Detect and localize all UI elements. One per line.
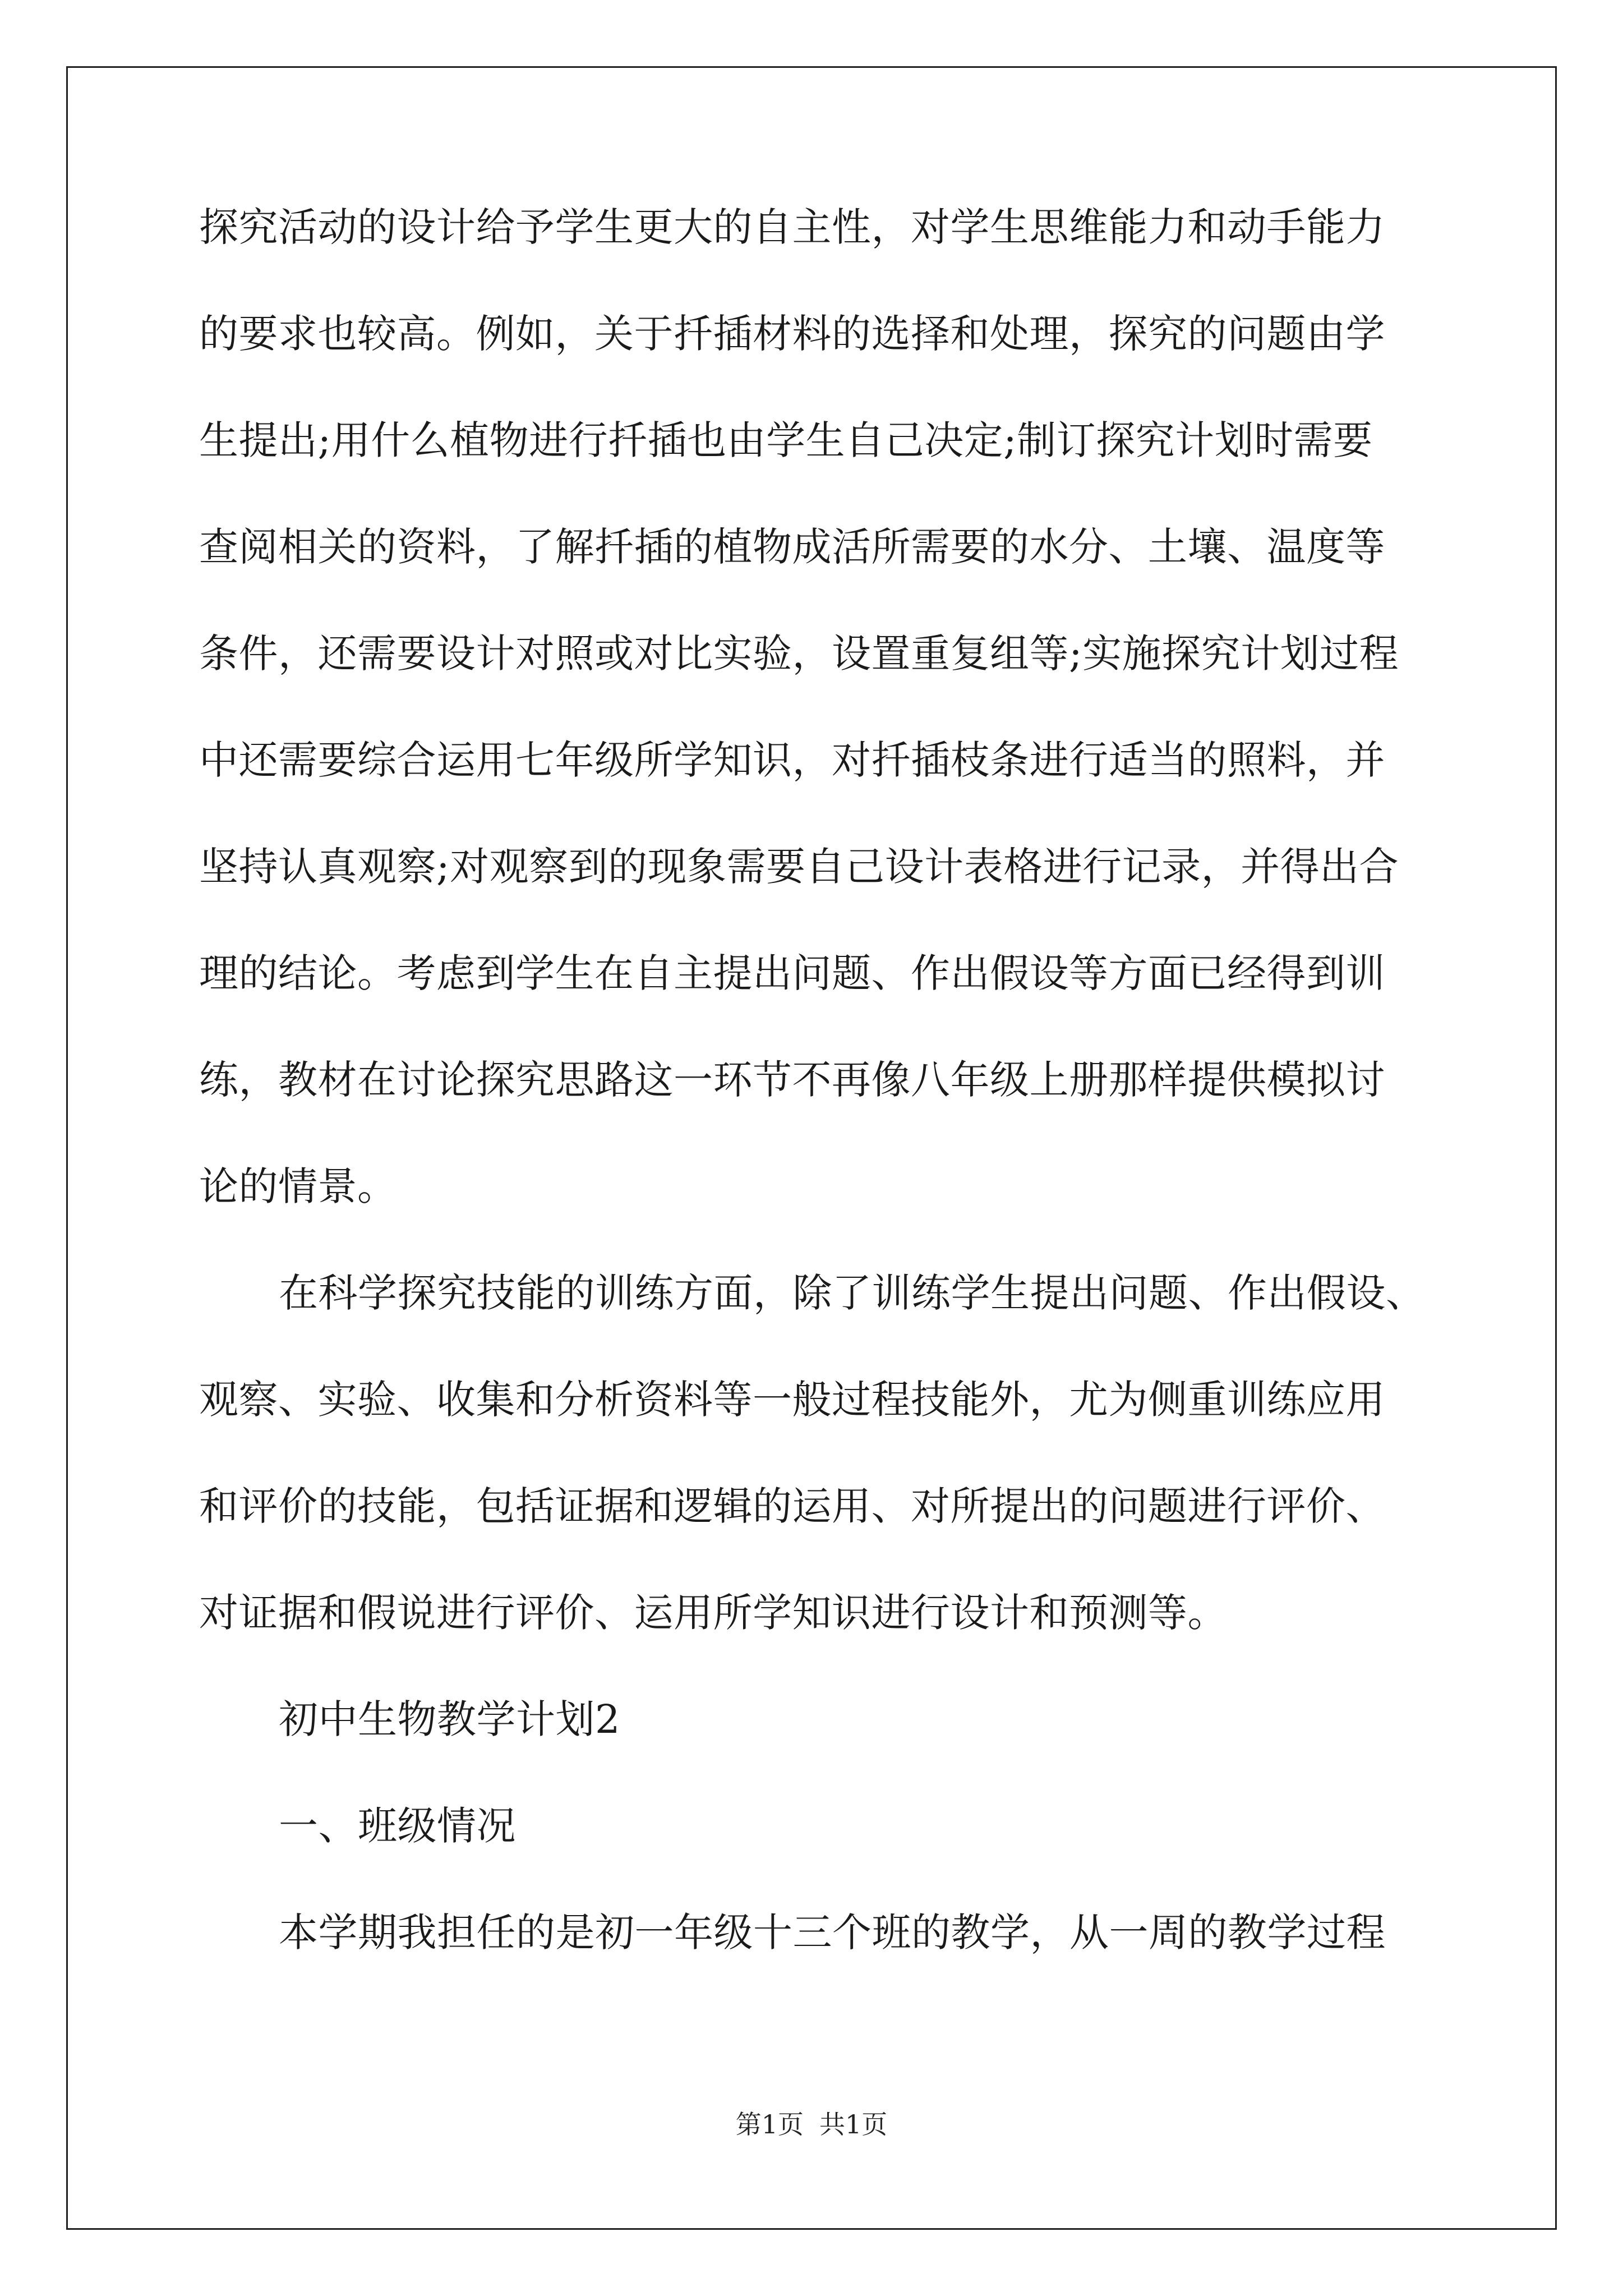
page-footer <box>0 2108 1623 2141</box>
paragraph-line: 论的情景。 <box>199 1163 397 1209</box>
paragraph-line: 查阅相关的资料，了解扦插的植物成活所需要的水分、土壤、温度等 <box>199 524 1385 570</box>
paragraph-line: 观察、实验、收集和分析资料等一般过程技能外，尤为侧重训练应用 <box>199 1377 1385 1423</box>
paragraph-line: 本学期我担任的是初一年级十三个班的教学，从一周的教学过程 <box>279 1910 1386 1955</box>
page-number: 第1页 <box>735 2109 804 2139</box>
paragraph-line: 条件，还需要设计对照或对比实验，设置重复组等;实施探究计划过程 <box>199 631 1399 677</box>
paragraph-line: 对证据和假说进行评价、运用所学知识进行设计和预测等。 <box>199 1590 1227 1636</box>
paragraph-line: 练，教材在讨论探究思路这一环节不再像八年级上册那样提供模拟讨 <box>199 1057 1385 1103</box>
paragraph-line: 的要求也较高。例如，关于扦插材料的选择和处理，探究的问题由学 <box>199 311 1385 357</box>
section-heading: 一、班级情况 <box>279 1803 516 1849</box>
section-title: 初中生物教学计划2 <box>279 1696 621 1742</box>
page-total: 共1页 <box>819 2109 888 2139</box>
paragraph-line: 生提出;用什么植物进行扦插也由学生自己决定;制订探究计划时需要 <box>199 417 1373 463</box>
paragraph-line: 理的结论。考虑到学生在自主提出问题、作出假设等方面已经得到训 <box>199 950 1385 996</box>
paragraph-line: 探究活动的设计给予学生更大的自主性，对学生思维能力和动手能力 <box>199 204 1385 250</box>
paragraph-line: 坚持认真观察;对观察到的现象需要自己设计表格进行记录，并得出合 <box>199 844 1399 890</box>
paragraph-line: 和评价的技能，包括证据和逻辑的运用、对所提出的问题进行评价、 <box>199 1483 1385 1529</box>
paragraph-line: 中还需要综合运用七年级所学知识，对扦插枝条进行适当的照料，并 <box>199 737 1385 783</box>
paragraph-line: 在科学探究技能的训练方面，除了训练学生提出问题、作出假设、 <box>279 1270 1426 1316</box>
